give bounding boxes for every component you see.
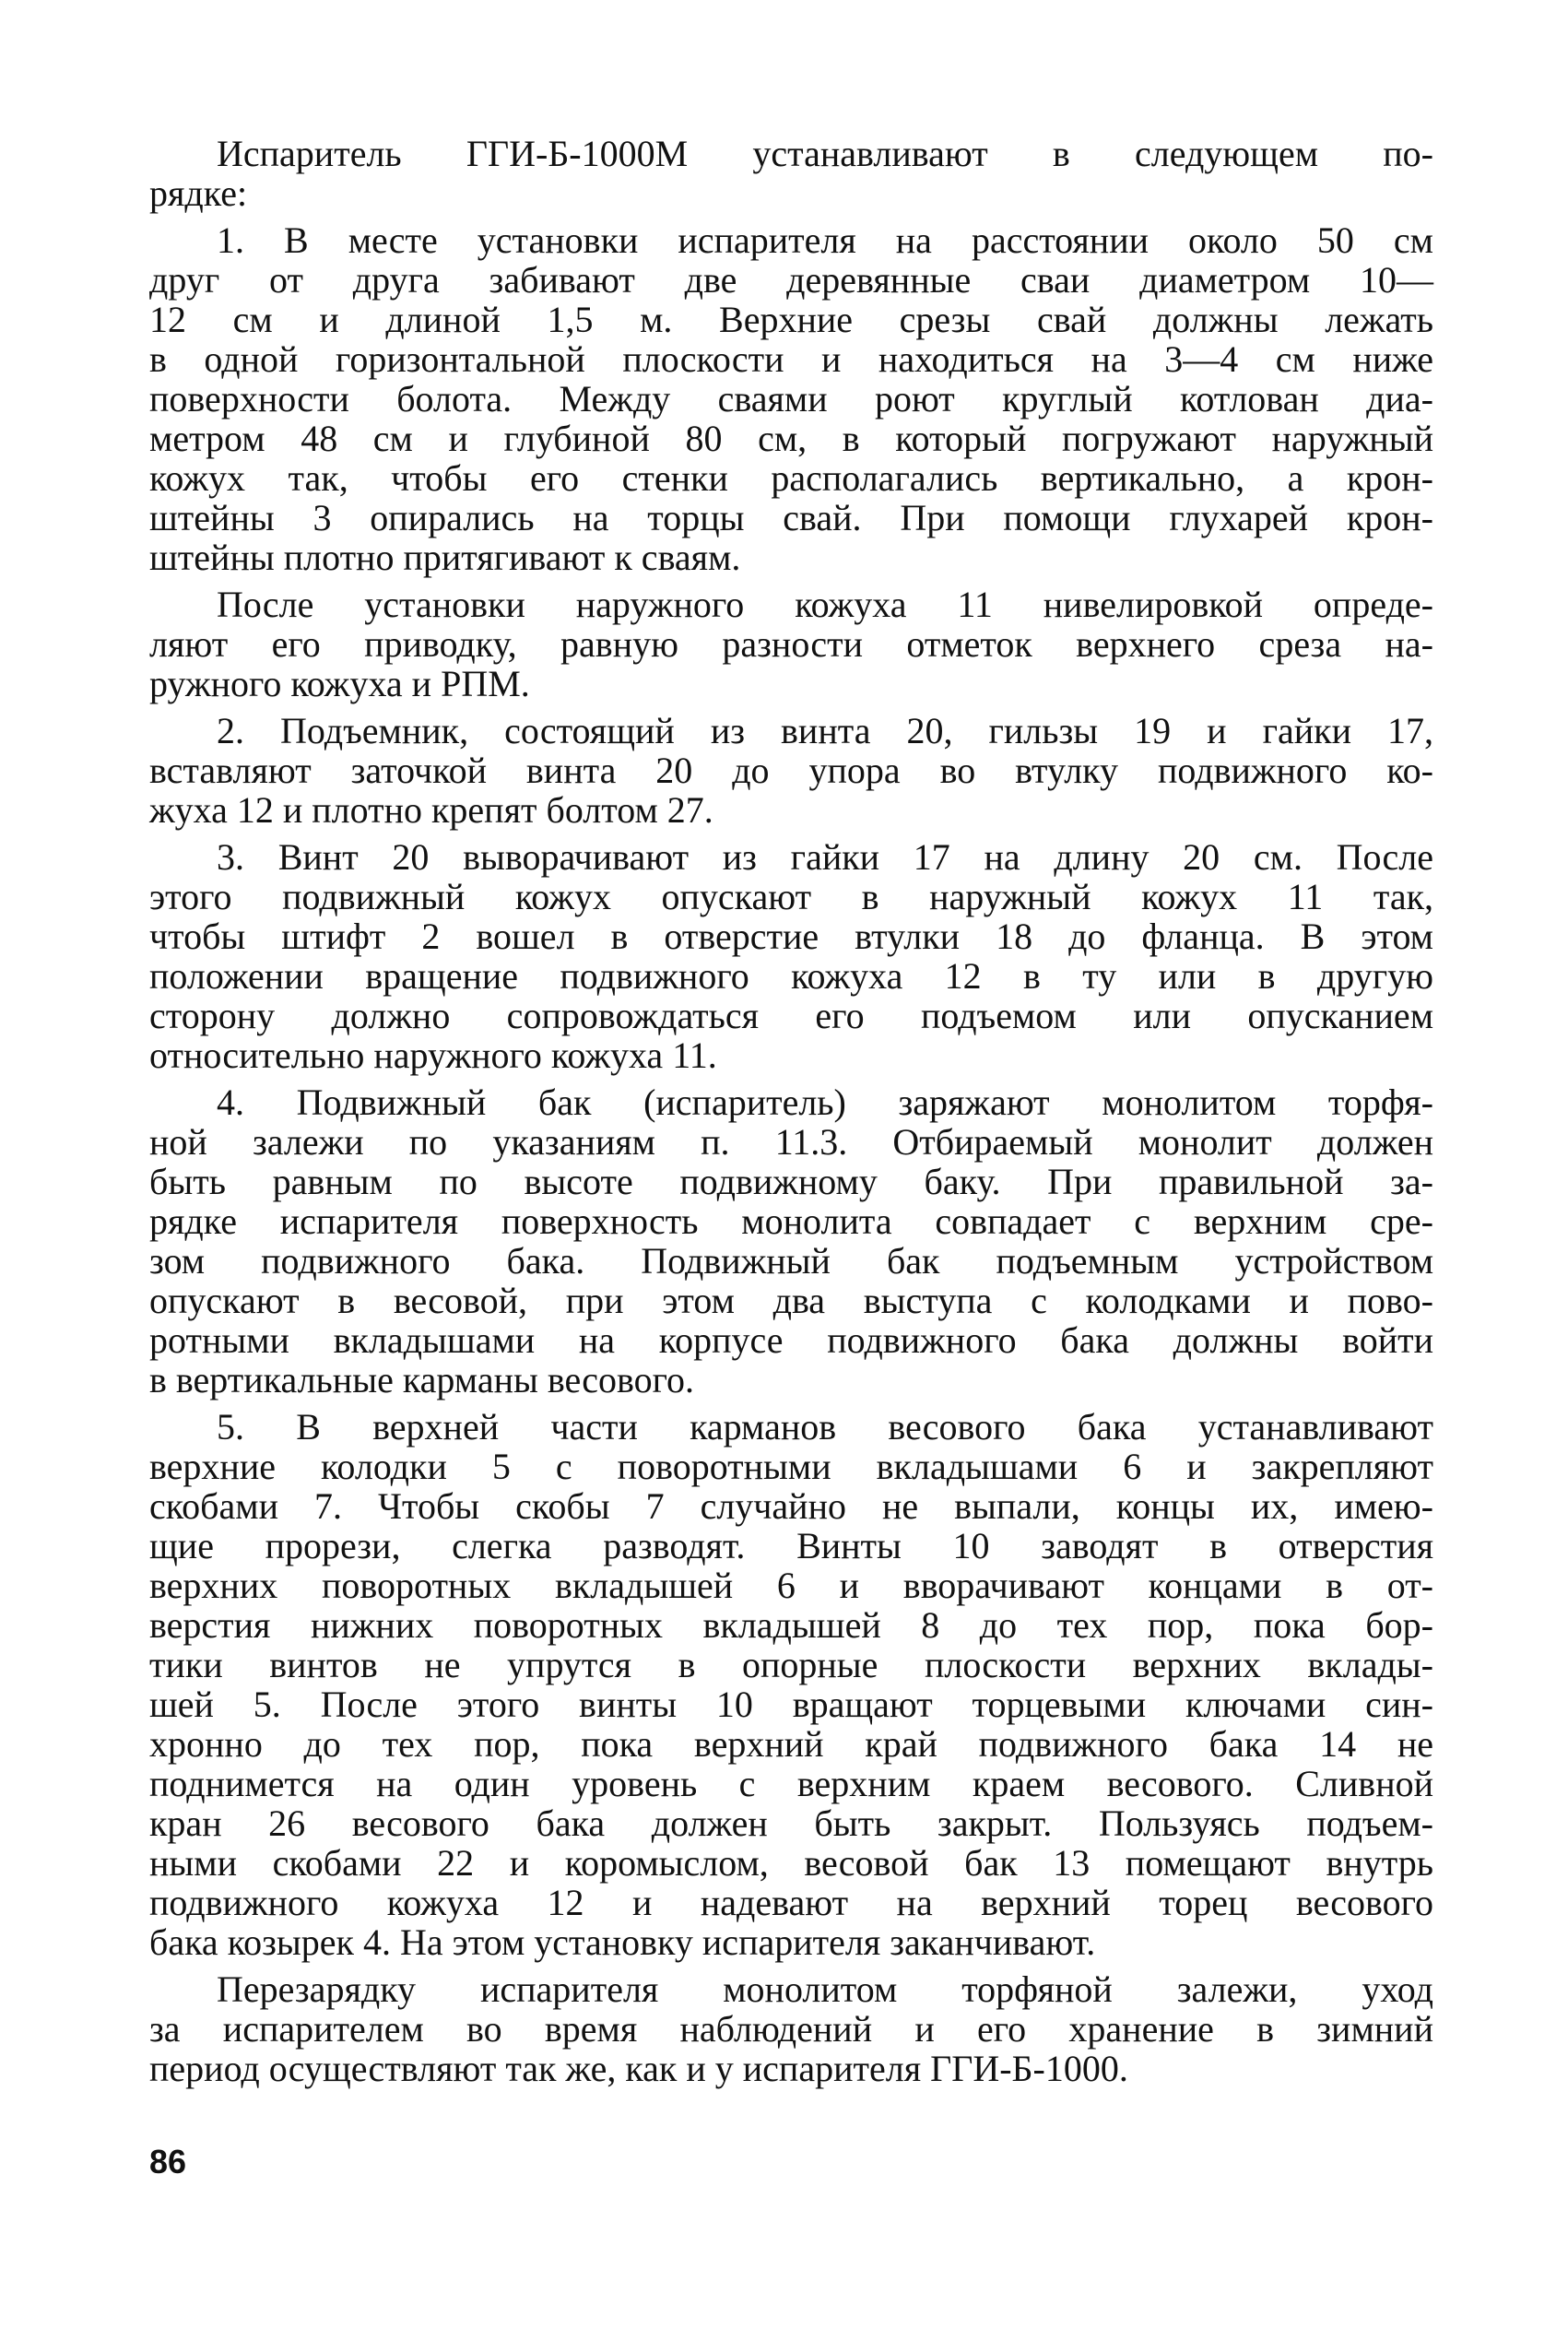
text-line: метром 48 см и глубиной 80 см, в который погружают наружный <box>149 418 1433 459</box>
text-line: 12 см и длиной 1,5 м. Верхние срезы свай должны лежать <box>149 299 1433 340</box>
text-line: 5. В верхней части карманов весового бака устанавливают <box>217 1406 1433 1448</box>
text-line: верхние колодки 5 с поворотными вкладышами 6 и закрепляют <box>149 1446 1433 1487</box>
text-line: 1. В месте установки испарителя на расстоянии около 50 см <box>217 219 1433 261</box>
text-line: бака козырек 4. На этом установку испарителя заканчивают. <box>149 1921 1096 1963</box>
paragraph <box>149 837 1433 1075</box>
text-line: быть равным по высоте подвижному баку. При правильной за- <box>149 1161 1433 1202</box>
text-line: период осуществляют так же, как и у испарителя ГГИ-Б-1000. <box>149 2048 1128 2089</box>
text-line: чтобы штифт 2 вошел в отверстие втулки 18 до фланца. В этом <box>149 916 1433 957</box>
text-line: ротными вкладышами на корпусе подвижного бака должны войти <box>149 1319 1433 1361</box>
text-line: кран 26 весового бака должен быть закрыт. Пользуясь подъем- <box>149 1802 1433 1844</box>
text-line: друг от друга забивают две деревянные сваи диаметром 10— <box>149 259 1433 301</box>
text-line: в вертикальные карманы весового. <box>149 1359 695 1400</box>
text-line: скобами 7. Чтобы скобы 7 случайно не выпали, концы их, имею- <box>149 1485 1433 1527</box>
text-line: жуха 12 и плотно крепят болтом 27. <box>149 789 713 831</box>
page-number: 86 <box>149 2143 187 2180</box>
text-line: относительно наружного кожуха 11. <box>149 1034 717 1076</box>
paragraph <box>149 1407 1433 1962</box>
page-body <box>149 134 1433 2088</box>
text-line: поднимется на один уровень с верхним краем весового. Сливной <box>149 1763 1433 1804</box>
text-line: штейны 3 опирались на торцы свай. При помощи глухарей крон- <box>149 497 1433 538</box>
text-line: верстия нижних поворотных вкладышей 8 до тех пор, пока бор- <box>149 1604 1433 1646</box>
text-line: положении вращение подвижного кожуха 12 в ту или в другую <box>149 955 1433 997</box>
text-line: ляют его приводку, равную разности отметок верхнего среза на- <box>149 623 1433 665</box>
text-line: рядке испарителя поверхность монолита совпадает с верхним сре- <box>149 1200 1433 1242</box>
text-line: ружного кожуха и РПМ. <box>149 663 530 704</box>
text-line: 3. Винт 20 выворачивают из гайки 17 на длину 20 см. После <box>217 836 1433 878</box>
text-line: щие прорези, слегка разводят. Винты 10 заводят в отверстия <box>149 1525 1433 1566</box>
text-line: штейны плотно притягивают к сваям. <box>149 537 741 578</box>
text-line: Перезарядку испарителя монолитом торфяной залежи, уход <box>217 1968 1433 2010</box>
text-line: сторону должно сопровождаться его подъемом или опусканием <box>149 995 1433 1036</box>
text-line: кожух так, чтобы его стенки располагались вертикально, а крон- <box>149 457 1433 499</box>
paragraph <box>149 134 1433 213</box>
text-line: ной залежи по указаниям п. 11.3. Отбираемый монолит должен <box>149 1121 1433 1163</box>
text-line: Испаритель ГГИ-Б-1000М устанавливают в следующем по- <box>217 133 1433 174</box>
text-line: верхних поворотных вкладышей 6 и вворачивают концами в от- <box>149 1565 1433 1606</box>
paragraph <box>149 711 1433 830</box>
text-line: 2. Подъемник, состоящий из винта 20, гильзы 19 и гайки 17, <box>217 710 1433 751</box>
text-line: зом подвижного бака. Подвижный бак подъемным устройством <box>149 1240 1433 1282</box>
text-line: рядке: <box>149 172 248 214</box>
paragraph <box>149 220 1433 577</box>
paragraph <box>149 1082 1433 1400</box>
text-line: После установки наружного кожуха 11 нивелировкой опреде- <box>217 584 1433 625</box>
text-line: ными скобами 22 и коромыслом, весовой бак 13 помещают внутрь <box>149 1842 1433 1884</box>
paragraph <box>149 585 1433 703</box>
text-line: 4. Подвижный бак (испаритель) заряжают монолитом торфя- <box>217 1081 1433 1123</box>
text-line: подвижного кожуха 12 и надевают на верхний торец весового <box>149 1882 1433 1923</box>
text-line: опускают в весовой, при этом два выступа с колодками и пово- <box>149 1280 1433 1321</box>
text-line: этого подвижный кожух опускают в наружный кожух 11 так, <box>149 876 1433 917</box>
text-line: тики винтов не упрутся в опорные плоскости верхних вклады- <box>149 1644 1433 1685</box>
paragraph <box>149 1969 1433 2088</box>
text-line: вставляют заточкой винта 20 до упора во втулку подвижного ко- <box>149 750 1433 791</box>
text-line: поверхности болота. Между сваями роют круглый котлован диа- <box>149 378 1433 420</box>
text-line: шей 5. После этого винты 10 вращают торцевыми ключами син- <box>149 1684 1433 1725</box>
text-line: за испарителем во время наблюдений и его хранение в зимний <box>149 2008 1433 2050</box>
text-line: в одной горизонтальной плоскости и находиться на 3—4 см ниже <box>149 338 1433 380</box>
text-line: хронно до тех пор, пока верхний край подвижного бака 14 не <box>149 1723 1433 1765</box>
